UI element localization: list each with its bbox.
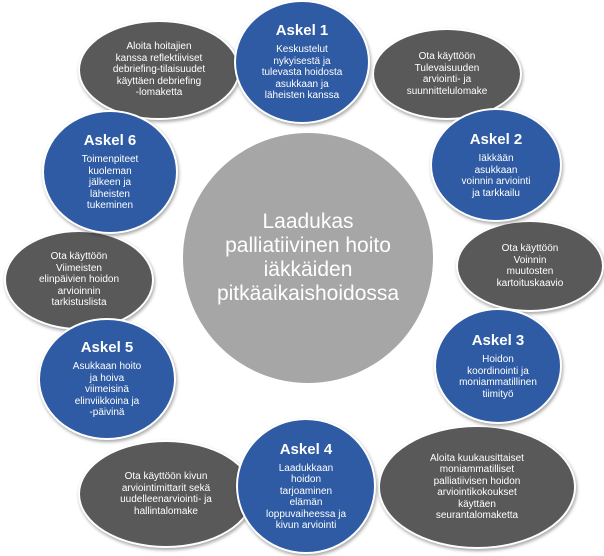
- step-circle-6: [42, 110, 178, 234]
- step-circle-4: [236, 418, 376, 554]
- step-title-6: Askel 6: [83, 132, 137, 150]
- tool-ellipse-1: [372, 28, 522, 120]
- tool-text-3: Aloita kuukausittaiset moniammatilliset palliatiivisen hoidon arviointikokoukset käyttäen seurantalomaketta: [430, 452, 524, 521]
- tool-ellipse-5: [4, 230, 154, 330]
- step-text-1: Keskustelut nykyisestä ja tulevasta hoidosta asukkaan ja läheisten kanssa: [261, 44, 343, 102]
- step-text-6: Toimenpiteet kuoleman jälkeen ja läheisten tukeminen: [81, 154, 139, 212]
- step-circle-5: [38, 318, 176, 440]
- step-text-4: Laadukkaan hoidon tarjoaminen elämän loppuvaiheessa ja kivun arviointi: [265, 462, 347, 531]
- tool-text-1: Ota käyttöön Tulevaisuuden arviointi- ja suunnittelulomake: [406, 51, 488, 97]
- step-title-4: Askel 4: [279, 440, 333, 458]
- tool-text-6: Aloita hoitajien kanssa reflektiiviset debriefing-tilaisuudet käyttäen debriefing -lomaketta: [112, 41, 206, 99]
- tool-ellipse-4: [78, 440, 254, 548]
- center-title: Laadukas palliatiivinen hoito iäkkäiden pitkäaikaishoidossa: [216, 210, 400, 305]
- step-circle-1: [234, 0, 370, 124]
- tool-ellipse-6: [78, 20, 240, 120]
- tool-text-4: Ota käyttöön kivun arviointimittarit sekä uudelleenarviointi- ja hallintalomake: [120, 471, 212, 517]
- tool-ellipse-2: [456, 220, 604, 312]
- tool-text-5: Ota käyttöön Viimeisten elinpäivien hoidon arvioinnin tarkistuslista: [38, 251, 120, 309]
- step-circle-3: [434, 308, 562, 424]
- tool-text-2: Ota käyttöön Voinnin muutosten kartoituskaavio: [496, 243, 564, 289]
- step-text-2: Iäkkään asukkaan voinnin arviointi ja tarkkailu: [461, 153, 531, 199]
- center-circle: [183, 133, 433, 383]
- step-title-3: Askel 3: [471, 332, 525, 349]
- step-title-1: Askel 1: [275, 22, 329, 40]
- step-text-5: Asukkaan hoito ja hoiva viimeisinä elinviikkoina ja -päivinä: [72, 361, 142, 419]
- step-title-2: Askel 2: [469, 131, 523, 148]
- tool-ellipse-3: [378, 425, 576, 549]
- step-circle-2: [430, 108, 562, 222]
- step-title-5: Askel 5: [80, 339, 134, 357]
- step-text-3: Hoidon koordinointi ja moniammatillinen tiimityö: [459, 354, 537, 400]
